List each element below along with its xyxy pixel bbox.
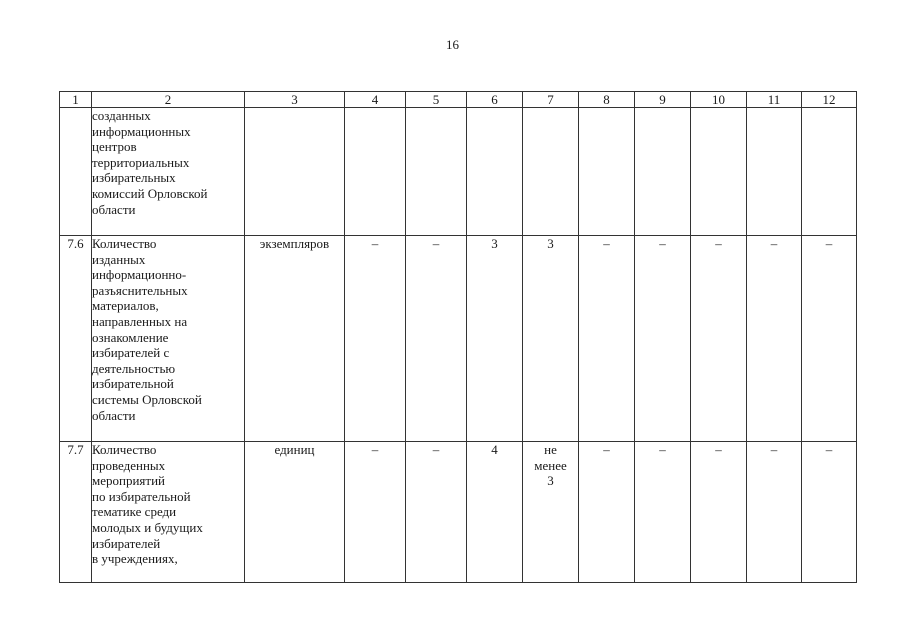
header-cell: 1 <box>60 92 92 108</box>
unit-cell: единиц <box>245 442 345 583</box>
value-cell: – <box>691 236 747 442</box>
description-line: материалов, <box>92 298 159 314</box>
description-line: области <box>92 407 136 423</box>
description-line: Количество <box>92 442 157 457</box>
description-line: проведенных <box>92 457 166 473</box>
description-line: центров <box>92 139 137 155</box>
value-cell: – <box>747 236 802 442</box>
description-line: ознакомление <box>92 329 169 345</box>
row-description <box>92 442 245 583</box>
header-cell: 3 <box>245 92 345 108</box>
value-cell: – <box>579 442 635 583</box>
value-cell: – <box>635 442 691 583</box>
header-cell: 8 <box>579 92 635 108</box>
row-description <box>92 236 245 442</box>
value-cell: – <box>635 236 691 442</box>
value-cell: – <box>802 236 857 442</box>
value-cell <box>579 108 635 236</box>
value-cell: – <box>691 442 747 583</box>
description-line: направленных на <box>92 313 188 329</box>
value-cell <box>406 108 467 236</box>
row-number: 7.7 <box>60 442 92 583</box>
description-line: избирательной <box>92 376 174 392</box>
header-cell: 7 <box>523 92 579 108</box>
description-line: созданных <box>92 108 151 123</box>
header-cell: 12 <box>802 92 857 108</box>
value-cell: – <box>406 442 467 583</box>
data-table <box>59 91 857 583</box>
value-cell: не менее 3 <box>523 442 579 583</box>
description-line: разъяснительных <box>92 282 188 298</box>
row-number <box>60 108 92 236</box>
unit-cell <box>245 108 345 236</box>
header-cell: 11 <box>747 92 802 108</box>
header-cell: 10 <box>691 92 747 108</box>
value-cell: – <box>406 236 467 442</box>
unit-cell: экземпляров <box>245 236 345 442</box>
description-line: системы Орловской <box>92 391 202 407</box>
description-line: информационных <box>92 123 191 139</box>
description-line: в учреждениях, <box>92 551 178 567</box>
description-line: комиссий Орловской <box>92 185 208 201</box>
row-description <box>92 108 245 236</box>
value-cell: 4 <box>467 442 523 583</box>
table-row <box>60 108 857 236</box>
description-line: деятельностью <box>92 360 176 376</box>
description-line: области <box>92 201 136 217</box>
description-line: мероприятий <box>92 473 165 489</box>
description-line: территориальных <box>92 154 190 170</box>
description-line: тематике среди <box>92 504 177 520</box>
table-row <box>60 236 857 442</box>
value-cell: – <box>345 236 406 442</box>
value-cell: – <box>579 236 635 442</box>
value-cell <box>467 108 523 236</box>
header-cell: 9 <box>635 92 691 108</box>
page-number: 16 <box>446 37 459 52</box>
value-cell <box>747 108 802 236</box>
header-cell: 6 <box>467 92 523 108</box>
table-row <box>60 442 857 583</box>
value-cell: 3 <box>523 236 579 442</box>
description-line: молодых и будущих <box>92 519 203 535</box>
value-cell: – <box>345 442 406 583</box>
row-number: 7.6 <box>60 236 92 442</box>
value-cell <box>345 108 406 236</box>
description-line: избирателей с <box>92 345 170 361</box>
value-cell: – <box>802 442 857 583</box>
table-header-row <box>60 92 857 108</box>
value-cell <box>691 108 747 236</box>
header-cell: 4 <box>345 92 406 108</box>
description-line: изданных <box>92 251 146 267</box>
description-line: избирательных <box>92 170 176 186</box>
description-line: информационно- <box>92 267 187 283</box>
header-cell: 2 <box>92 92 245 108</box>
description-line: по избирательной <box>92 488 191 504</box>
value-cell <box>635 108 691 236</box>
header-cell: 5 <box>406 92 467 108</box>
value-cell: 3 <box>467 236 523 442</box>
description-line: Количество <box>92 236 157 251</box>
value-cell: – <box>747 442 802 583</box>
description-line: избирателей <box>92 535 161 551</box>
value-cell <box>802 108 857 236</box>
value-cell <box>523 108 579 236</box>
